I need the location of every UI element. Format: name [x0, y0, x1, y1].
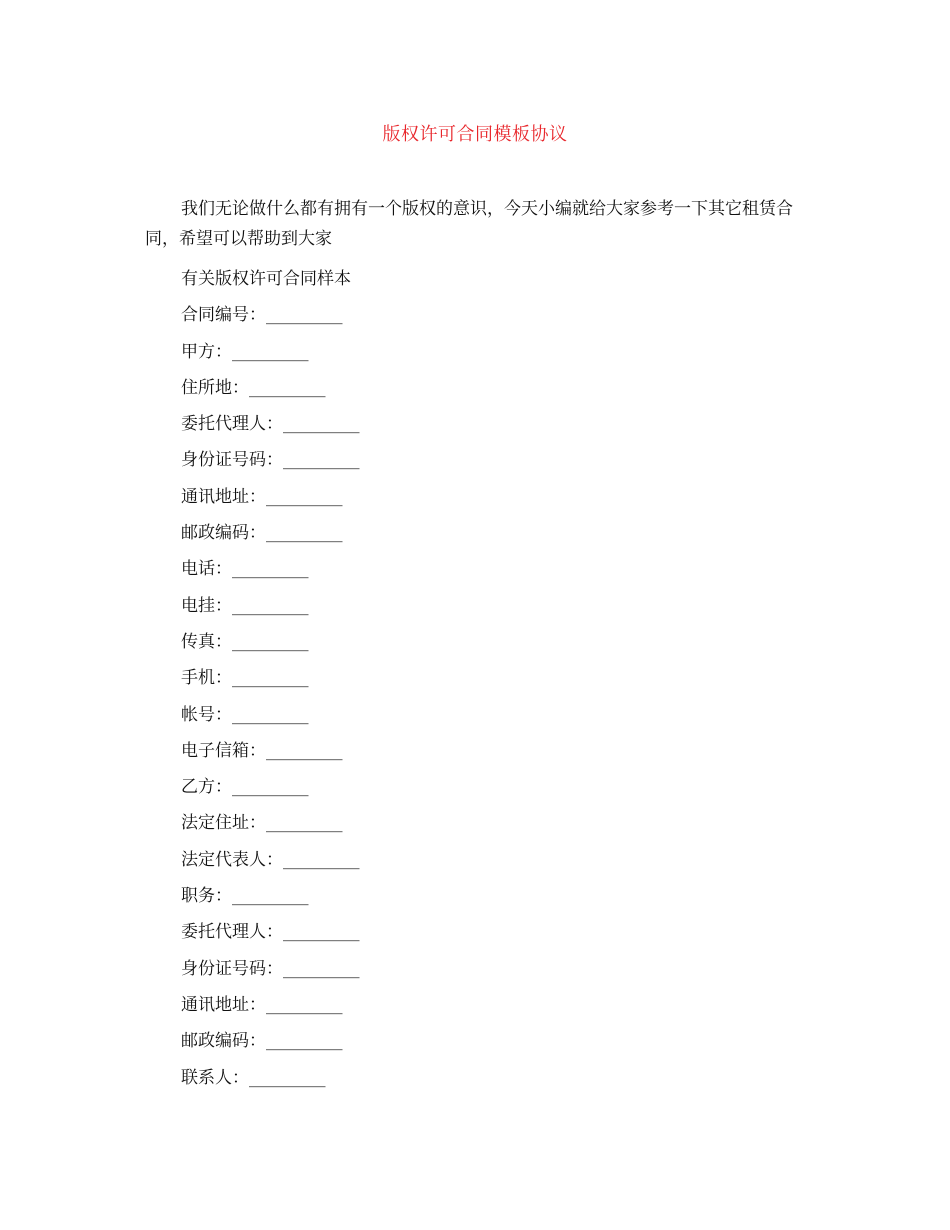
field-position: 职务：_________	[181, 886, 309, 907]
intro-paragraph	[145, 194, 805, 254]
field-mobile: 手机：_________	[181, 668, 309, 689]
field-email: 电子信箱：_________	[181, 740, 343, 761]
field-party-b: 乙方：_________	[181, 777, 309, 798]
field-legal-address: 法定住址：_________	[181, 813, 343, 834]
field-fax: 传真：_________	[181, 631, 309, 652]
field-id-number-a: 身份证号码：_________	[181, 450, 360, 471]
field-postal-code-a: 邮政编码：_________	[181, 523, 343, 544]
intro-text: 我们无论做什么都有拥有一个版权的意识，今天小编就给大家参考一下其它租赁合同，希望可以帮助到大家	[145, 199, 793, 249]
field-agent-a: 委托代理人：_________	[181, 414, 360, 435]
field-contract-number: 合同编号：_________	[181, 305, 343, 326]
section-heading: 有关版权许可合同样本	[181, 269, 351, 289]
field-residence: 住所地：_________	[181, 377, 326, 398]
document-title: 版权许可合同模板协议	[382, 124, 568, 145]
field-phone: 电话：_________	[181, 559, 309, 580]
field-id-number-b: 身份证号码：_________	[181, 958, 360, 979]
field-mailing-address-a: 通讯地址：_________	[181, 486, 343, 507]
field-postal-code-b: 邮政编码：_________	[181, 1031, 343, 1052]
field-account: 帐号：_________	[181, 704, 309, 725]
field-cable: 电挂：_________	[181, 595, 309, 616]
field-legal-representative: 法定代表人：_________	[181, 849, 360, 870]
field-mailing-address-b: 通讯地址：_________	[181, 994, 343, 1015]
field-contact-person: 联系人：_________	[181, 1067, 326, 1088]
field-party-a: 甲方：_________	[181, 341, 309, 362]
field-agent-b: 委托代理人：_________	[181, 922, 360, 943]
contract-field-list	[181, 264, 781, 1099]
